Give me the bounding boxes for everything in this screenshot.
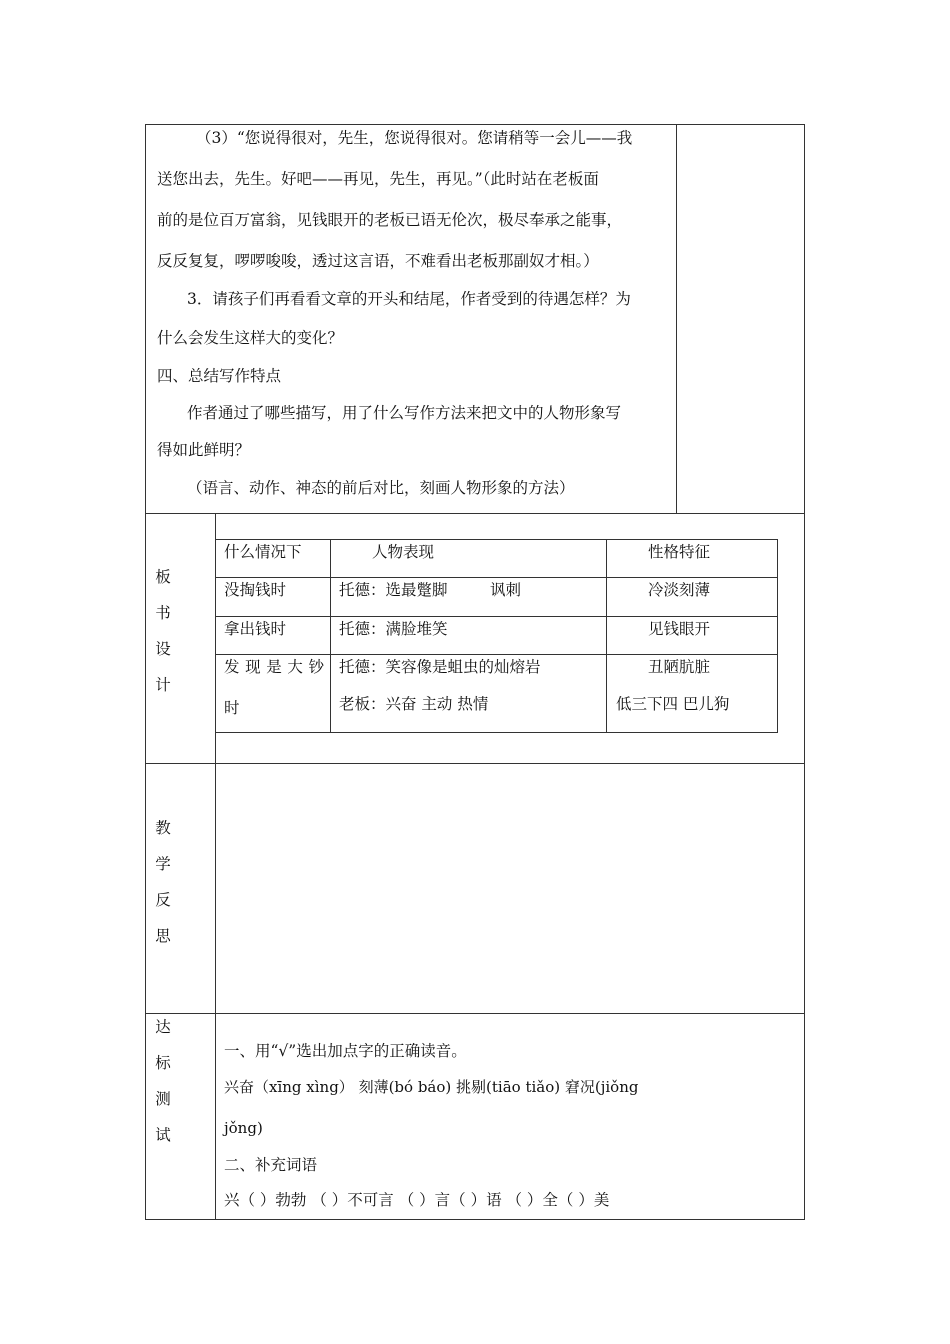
- board-cell-behavior: 托德：选最蹩脚: [339, 581, 448, 599]
- paragraph-line: 得如此鲜明？: [157, 441, 251, 459]
- board-design-label: [145, 567, 181, 711]
- label-char: 书: [155, 604, 171, 622]
- board-row-divider: [216, 577, 777, 578]
- row-divider: [146, 1013, 804, 1014]
- column-divider: [676, 125, 677, 513]
- label-char: 标: [155, 1054, 171, 1072]
- board-cell-trait: 见钱眼开: [648, 620, 711, 638]
- board-cell-situation: 没掏钱时: [224, 581, 287, 599]
- test-question-2-items: 兴（ ）勃勃 （ ）不可言 （ ）言（ ）语 （ ）全（ ）美: [224, 1191, 610, 1209]
- board-col-divider: [606, 540, 607, 732]
- board-cell-situation: 发现是大钞: [224, 658, 324, 676]
- label-char: 测: [155, 1090, 171, 1108]
- paragraph-line: （语言、动作、神态的前后对比，刻画人物形象的方法）: [187, 479, 575, 497]
- board-cell-trait-cont: 低三下四 巴儿狗: [616, 695, 730, 713]
- paragraph-line: 作者通过了哪些描写，用了什么写作方法来把文中的人物形象写: [187, 404, 622, 422]
- paragraph-line: 3．请孩子们再看看文章的开头和结尾，作者受到的待遇怎样？为: [187, 290, 631, 308]
- label-char: 计: [155, 676, 171, 694]
- test-question-1: 一、用“√”选出加点字的正确读音。: [224, 1042, 467, 1060]
- board-cell-situation-cont: 时: [224, 699, 240, 717]
- label-char: 试: [155, 1126, 171, 1144]
- section-heading: 四、总结写作特点: [157, 367, 282, 385]
- row-divider: [146, 513, 804, 514]
- paragraph-line: 前的是位百万富翁，见钱眼开的老板已语无伦次，极尽奉承之能事，: [157, 211, 623, 229]
- board-header-situation: 什么情况下: [224, 543, 302, 561]
- board-cell-trait: 冷淡刻薄: [648, 581, 711, 599]
- board-header-behavior: 人物表现: [372, 543, 435, 561]
- board-row-divider: [216, 654, 777, 655]
- reflection-label: [145, 818, 181, 962]
- board-cell-situation: 拿出钱时: [224, 620, 287, 638]
- test-label: [145, 1017, 181, 1161]
- label-char: 教: [155, 819, 171, 837]
- paragraph-line: 反反复复，啰啰唆唆，透过这言语，不难看出老板那副奴才相。）: [157, 252, 599, 270]
- label-char: 设: [155, 640, 171, 658]
- label-char: 思: [155, 927, 171, 945]
- label-char: 反: [155, 891, 171, 909]
- paragraph-line: 什么会发生这样大的变化？: [157, 329, 344, 347]
- board-cell-trait: 丑陋肮脏: [648, 658, 711, 676]
- board-cell-behavior-note: 讽刺: [490, 581, 522, 599]
- board-row-divider: [216, 616, 777, 617]
- test-question-1-items: 兴奋（xīng xìng） 刻薄(bó báo) 挑剔(tiāo tiǎo) 窘况(jiǒng: [224, 1078, 639, 1096]
- paragraph-line: 送您出去，先生。好吧——再见，先生，再见。”（此时站在老板面: [157, 170, 599, 188]
- test-question-2: 二、补充词语: [224, 1156, 318, 1174]
- label-char: 板: [155, 568, 171, 586]
- label-char: 学: [155, 855, 171, 873]
- row-divider: [146, 763, 804, 764]
- paragraph-line: （3）“您说得很对，先生，您说得很对。您请稍等一会儿——我: [196, 129, 633, 147]
- label-char: 达: [155, 1018, 171, 1036]
- board-cell-behavior: 托德：笑容像是蛆虫的灿熔岩: [339, 658, 541, 676]
- board-col-divider: [330, 540, 331, 732]
- board-cell-behavior: 托德：满脸堆笑: [339, 620, 448, 638]
- test-question-1-items-cont: jǒng): [224, 1119, 263, 1137]
- board-cell-behavior-cont: 老板：兴奋 主动 热情: [339, 695, 489, 713]
- board-header-trait: 性格特征: [648, 543, 711, 561]
